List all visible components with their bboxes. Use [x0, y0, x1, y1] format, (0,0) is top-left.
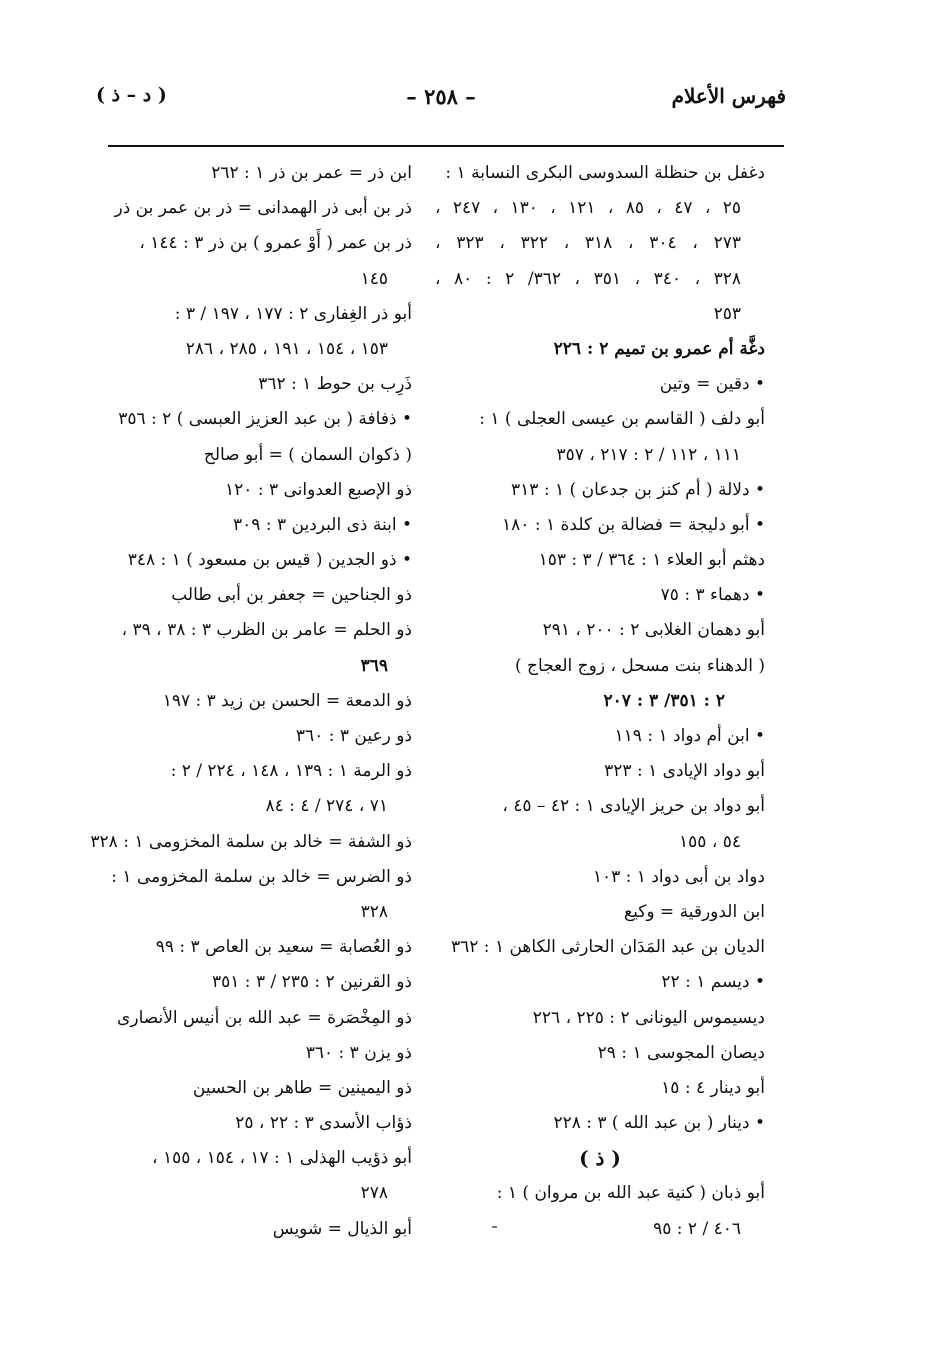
- index-entry: أبو دهمان الغلابى ٢ : ٢٠٠ ، ٢٩١: [542, 620, 765, 641]
- index-entry: • دقين = وتين: [659, 374, 765, 395]
- index-entry: أبو الذيال = شويس: [272, 1218, 412, 1239]
- index-entry: ذؤاب الأسدى ٣ : ٢٢ ، ٢٥: [235, 1113, 412, 1134]
- index-entry: ٣٢٨: [360, 901, 388, 922]
- index-entry: ذر بن عمر ( أَوْ عمرو ) بن ذر ٣ : ١٤٤ ،: [139, 233, 412, 254]
- index-entry: دغفل بن حنظلة السدوسى البكرى النسابة ١ :: [445, 163, 765, 183]
- index-entry: • ابن أم دواد ١ : ١١٩: [614, 726, 765, 746]
- index-entry: ديسيموس اليونانى ٢ : ٢٢٥ ، ٢٢٦: [532, 1007, 765, 1028]
- index-entry: ٢ : ٣٥١/ ٣ : ٢٠٧: [603, 690, 725, 711]
- page-header: [96, 84, 786, 120]
- index-entry: ٢٥ ، ٤٧ ، ٨٥ ، ١٢١ ، ١٣٠ ، ٢٤٧ ،: [435, 198, 742, 219]
- scan-speck: [492, 1226, 497, 1228]
- index-entry: ذو الدمعة = الحسن بن زيد ٣ : ١٩٧: [162, 690, 412, 711]
- index-entry: ٥٤ ، ١٥٥: [679, 831, 741, 852]
- index-entry: ذو الرمة ١ : ١٣٩ ، ١٤٨ ، ٢٢٤ / ٢ :: [170, 761, 412, 782]
- index-entry: أبو ذر الغِفارى ٢ : ١٧٧ ، ١٩٧ / ٣ :: [174, 303, 412, 324]
- index-entry: أبو دواد بن حريز الإيادى ١ : ٤٢ – ٤٥ ،: [502, 796, 765, 817]
- right-column: [435, 156, 765, 1247]
- index-entry: دغَّة أم عمرو بن تميم ٢ : ٢٢٦: [553, 338, 765, 359]
- index-entry: • أبو دليجة = فضالة بن كلدة ١ : ١٨٠: [502, 514, 765, 535]
- index-entry: أبو دواد الإيادى ١ : ٣٢٣: [604, 761, 765, 782]
- index-entry: ذَرِب بن حوط ١ : ٣٦٢: [258, 374, 412, 395]
- index-entry: ٧١ ، ٢٧٤ / ٤ : ٨٤: [265, 796, 388, 817]
- index-entry: • ديسم ١ : ٢٢: [661, 972, 765, 993]
- index-entry: الديان بن عبد المَدَان الحارثى الكاهن ١ : ٣٦٢: [450, 937, 765, 958]
- index-entry: ذو الضرس = خالد بن سلمة المخزومى ١ :: [111, 866, 412, 887]
- index-entry: أبو دلف ( القاسم بن عيسى العجلى ) ١ :: [479, 409, 765, 430]
- index-entry: • دهماء ٣ : ٧٥: [660, 585, 765, 606]
- index-entry: ٢٥٣: [713, 303, 741, 324]
- index-entry: ١٤٥: [360, 268, 388, 289]
- index-entry: ذو الشفة = خالد بن سلمة المخزومى ١ : ٣٢٨: [90, 831, 412, 852]
- index-entry: ( ذكوان السمان ) = أبو صالح: [203, 444, 412, 465]
- index-entry: ابن الدورقية = وكيع: [624, 901, 765, 922]
- index-entry: ابن ذر = عمر بن ذر ١ : ٢٦٢: [211, 163, 412, 183]
- index-entry: ٢٧٣ ، ٣٠٤ ، ٣١٨ ، ٣٢٢ ، ٣٢٣ ،: [435, 233, 741, 254]
- index-entry: ٤٠٦ / ٢ : ٩٥: [653, 1218, 741, 1239]
- index-title: فهرس الأعلام: [671, 84, 786, 108]
- left-column: [90, 156, 412, 1247]
- index-entry: • ذفافة ( بن عبد العزيز العبسى ) ٢ : ٣٥٦: [118, 409, 412, 430]
- index-entry: دهثم أبو العلاء ١ : ٣٦٤ / ٣ : ١٥٣: [538, 550, 765, 571]
- letter-range: ( د – ذ ): [96, 84, 167, 106]
- index-entry: • دلالة ( أم كنز بن جدعان ) ١ : ٣١٣: [511, 479, 765, 500]
- index-entry: ذو العُصابة = سعيد بن العاص ٣ : ٩٩: [155, 937, 412, 958]
- index-entry: ٣٦٩: [360, 655, 388, 676]
- index-entry: • ابنة ذى البردين ٣ : ٣٠٩: [233, 514, 412, 535]
- index-entry: ١١١ ، ١١٢ / ٢ : ٢١٧ ، ٣٥٧: [556, 444, 741, 465]
- index-entry: ذو الجناحين = جعفر بن أبى طالب: [171, 585, 412, 606]
- index-entry: ١٥٣ ، ١٥٤ ، ١٩١ ، ٢٨٥ ، ٢٨٦: [185, 338, 388, 359]
- index-entry: أبو ذبان ( كنية عبد الله بن مروان ) ١ :: [496, 1183, 765, 1204]
- index-entry: ( الدهناء بنت مسحل ، زوج العجاج ): [515, 655, 765, 676]
- index-entry: ٣٢٨ ، ٣٤٠ ، ٣٥١ ، ٣٦٢/ ٢ : ٨٠ ،: [435, 268, 742, 289]
- index-entry: ٢٧٨: [360, 1183, 388, 1204]
- index-entry: ذو القرنين ٢ : ٢٣٥ / ٣ : ٣٥١: [211, 972, 412, 993]
- index-entry: دواد بن أبى دواد ١ : ١٠٣: [592, 866, 765, 887]
- header-rule: [108, 145, 784, 147]
- section-letter-heading: ( ذ ): [579, 1146, 621, 1171]
- index-entry: ذو اليمينين = طاهر بن الحسين: [192, 1077, 412, 1098]
- index-entry: • دينار ( بن عبد الله ) ٣ : ٢٢٨: [553, 1113, 765, 1134]
- page-number: – ٢٥٨ –: [406, 84, 476, 109]
- index-entry: أبو ذؤيب الهذلى ١ : ١٧ ، ١٥٤ ، ١٥٥ ،: [152, 1148, 412, 1169]
- index-entry: ذو الإصبع العدوانى ٣ : ١٢٠: [225, 479, 412, 500]
- index-entry: • ذو الجدين ( قيس بن مسعود ) ١ : ٣٤٨: [127, 550, 412, 571]
- index-entry: ذو يزن ٣ : ٣٦٠: [305, 1042, 412, 1063]
- index-entry: ذو المِخْصَرة = عبد الله بن أنيس الأنصارى: [117, 1007, 412, 1028]
- index-entry: أبو دينار ٤ : ١٥: [661, 1077, 765, 1098]
- index-entry: ذو الحلم = عامر بن الظرب ٣ : ٣٨ ، ٣٩ ،: [121, 620, 412, 641]
- index-entry: ديصان المجوسى ١ : ٢٩: [597, 1042, 765, 1063]
- index-entry: ذر بن أبى ذر الهمدانى = ذر بن عمر بن ذر: [114, 198, 412, 219]
- index-entry: ذو رعين ٣ : ٣٦٠: [295, 726, 412, 746]
